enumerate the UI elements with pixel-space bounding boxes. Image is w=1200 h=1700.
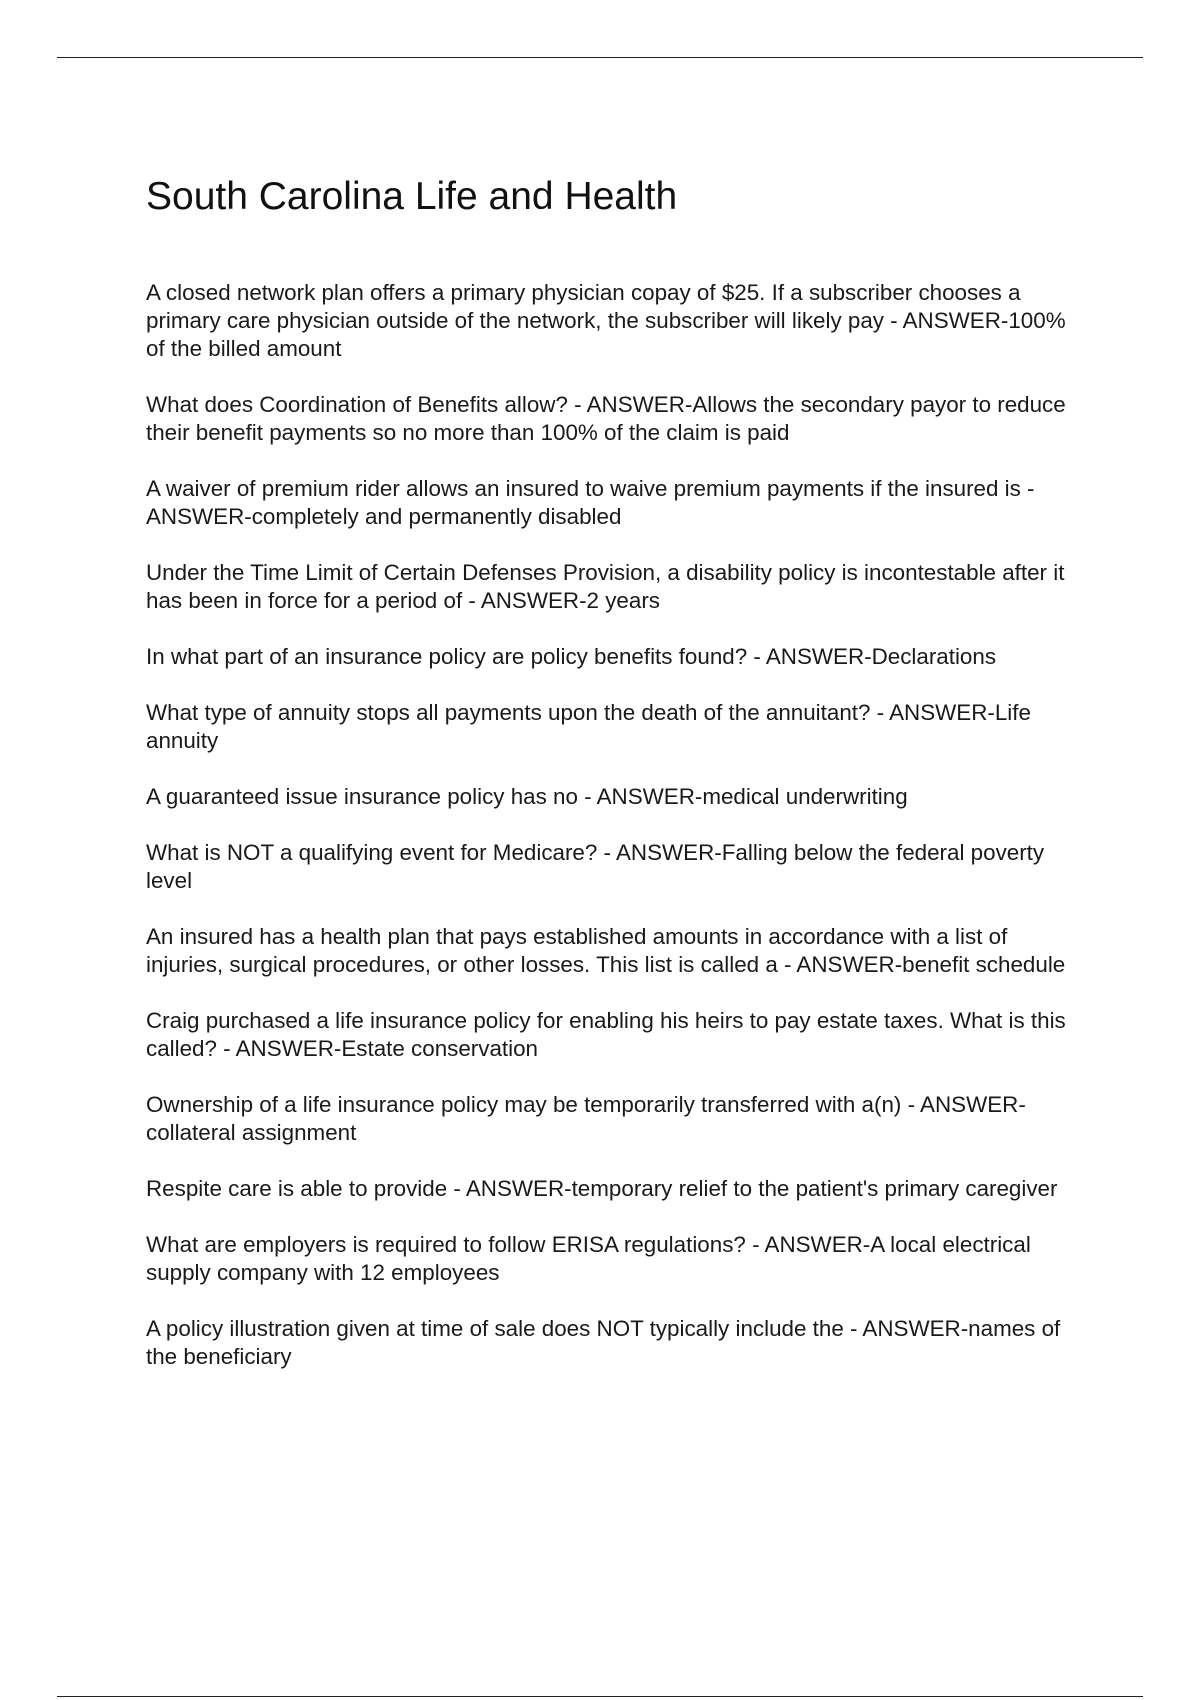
qa-item: A policy illustration given at time of sale does NOT typically include the - ANSWER-names of the beneficiary bbox=[146, 1316, 1061, 1369]
top-divider bbox=[57, 57, 1143, 58]
qa-list bbox=[146, 279, 1086, 1371]
bottom-divider bbox=[57, 1696, 1143, 1697]
qa-item: What does Coordination of Benefits allow? - ANSWER-Allows the secondary payor to reduce their benefit payments so no more than 100% of the claim is paid bbox=[146, 392, 1066, 445]
qa-item: In what part of an insurance policy are policy benefits found? - ANSWER-Declarations bbox=[146, 644, 997, 669]
qa-item: What are employers is required to follow ERISA regulations? - ANSWER-A local electrical supply company with 12 employees bbox=[146, 1232, 1031, 1285]
qa-item: An insured has a health plan that pays established amounts in accordance with a list of injuries, surgical procedures, or other losses. This list is called a - ANSWER-benefit schedule bbox=[146, 924, 1066, 977]
qa-item: What type of annuity stops all payments upon the death of the annuitant? - ANSWER-Life annuity bbox=[146, 700, 1031, 753]
document-body bbox=[146, 168, 1086, 1399]
qa-item: A guaranteed issue insurance policy has no - ANSWER-medical underwriting bbox=[146, 784, 908, 809]
qa-item: Craig purchased a life insurance policy for enabling his heirs to pay estate taxes. What is this called? - ANSWER-Estate conservation bbox=[146, 1008, 1066, 1061]
qa-item: Ownership of a life insurance policy may be temporarily transferred with a(n) - ANSWER-collateral assignment bbox=[146, 1092, 1026, 1145]
qa-item: A closed network plan offers a primary physician copay of $25. If a subscriber chooses a primary care physician outside of the network, the subscriber will likely pay - ANSWER-100% of the billed amount bbox=[146, 280, 1066, 361]
qa-item: Under the Time Limit of Certain Defenses Provision, a disability policy is incontestable after it has been in force for a period of - ANSWER-2 years bbox=[146, 560, 1065, 613]
document-title: South Carolina Life and Health bbox=[146, 175, 678, 218]
qa-item: What is NOT a qualifying event for Medicare? - ANSWER-Falling below the federal poverty level bbox=[146, 840, 1045, 893]
qa-item: A waiver of premium rider allows an insured to waive premium payments if the insured is - ANSWER-completely and permanently disabled bbox=[146, 476, 1035, 529]
qa-item: Respite care is able to provide - ANSWER-temporary relief to the patient's primary caregiver bbox=[146, 1176, 1058, 1201]
